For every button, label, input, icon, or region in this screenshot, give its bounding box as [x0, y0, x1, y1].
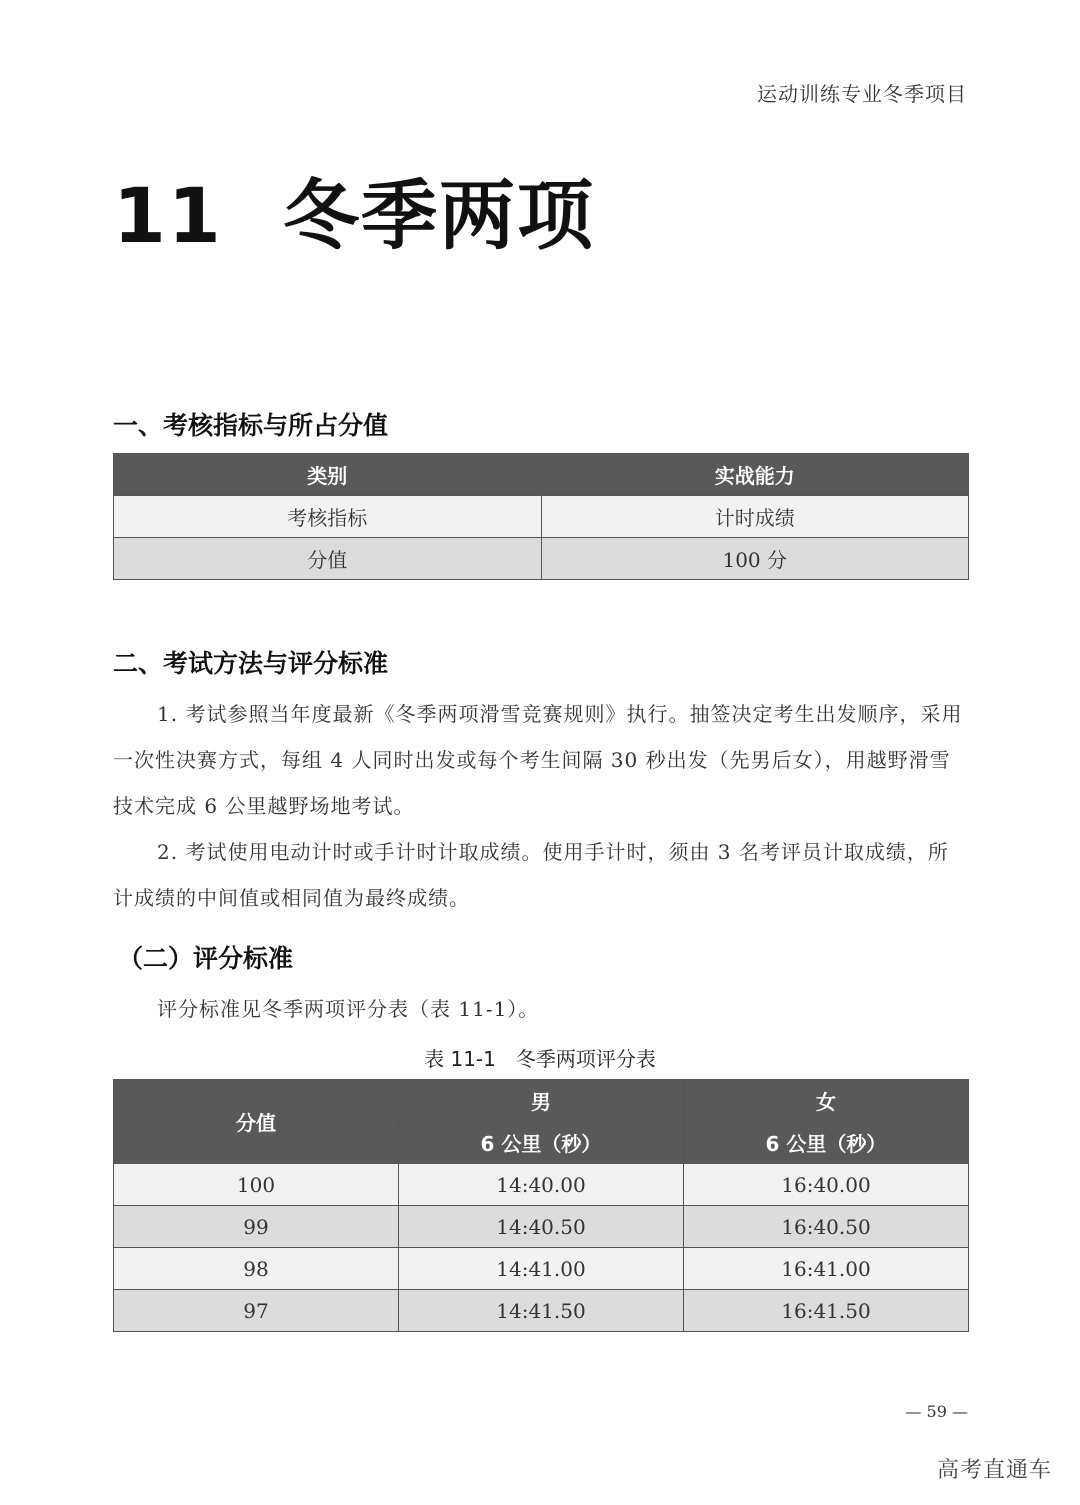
chapter-name: 冬季两项	[283, 171, 595, 260]
watermark: 高考直通车	[936, 1458, 1052, 1483]
table-row	[114, 1164, 969, 1206]
paragraph-rule-2: 2. 考试使用电动计时或手计时计取成绩。使用手计时，须由 3 名考评员计取成绩，所计成绩的中间值或相同值为最终成绩。	[113, 840, 949, 910]
indicator-table	[113, 453, 969, 580]
running-head: 运动训练专业冬季项目	[757, 82, 967, 106]
table-cell: 97	[114, 1290, 399, 1332]
paragraph-scoring-intro: 评分标准见冬季两项评分表（表 11-1）。	[157, 997, 540, 1021]
page-number: — 59 —	[905, 1402, 968, 1421]
table-cell: 16:41.50	[684, 1290, 969, 1332]
table-row	[114, 1290, 969, 1332]
paragraph-rule-1: 1. 考试参照当年度最新《冬季两项滑雪竞赛规则》执行。抽签决定考生出发顺序，采用一次性决赛方式，每组 4 人同时出发或每个考生间隔 30 秒出发（先男后女），用越野滑雪技术完成 6 公里越野场地考试。	[113, 702, 963, 818]
table-cell: 100	[114, 1164, 399, 1206]
table-cell: 14:41.00	[399, 1248, 684, 1290]
table-cell: 99	[114, 1206, 399, 1248]
table-cell: 14:40.50	[399, 1206, 684, 1248]
subheader-female-6km: 6 公里（秒）	[684, 1122, 969, 1164]
section-heading-methods: 二、考试方法与评分标准	[113, 649, 389, 678]
header-male: 男	[399, 1080, 684, 1122]
table-caption: 表 11-1 冬季两项评分表	[424, 1047, 656, 1071]
table-cell: 100 分	[541, 538, 969, 580]
table-cell: 14:40.00	[399, 1164, 684, 1206]
table-header-ability: 实战能力	[541, 454, 969, 496]
table-cell: 分值	[114, 538, 542, 580]
chapter-title	[113, 155, 595, 264]
table-header-category: 类别	[114, 454, 542, 496]
score-table	[113, 1079, 969, 1332]
table-row	[114, 1206, 969, 1248]
header-female: 女	[684, 1080, 969, 1122]
table-cell: 98	[114, 1248, 399, 1290]
table-row	[114, 496, 969, 538]
table-cell: 16:40.00	[684, 1164, 969, 1206]
header-score: 分值	[114, 1080, 399, 1164]
table-row	[114, 538, 969, 580]
table-cell: 计时成绩	[541, 496, 969, 538]
table-cell: 14:41.50	[399, 1290, 684, 1332]
chapter-number: 11	[113, 171, 223, 260]
table-cell: 16:41.00	[684, 1248, 969, 1290]
table-row	[114, 1248, 969, 1290]
subsection-heading-scoring: （二）评分标准	[118, 944, 294, 973]
subheader-male-6km: 6 公里（秒）	[399, 1122, 684, 1164]
table-cell: 16:40.50	[684, 1206, 969, 1248]
table-cell: 考核指标	[114, 496, 542, 538]
section-heading-indicators: 一、考核指标与所占分值	[113, 411, 389, 440]
